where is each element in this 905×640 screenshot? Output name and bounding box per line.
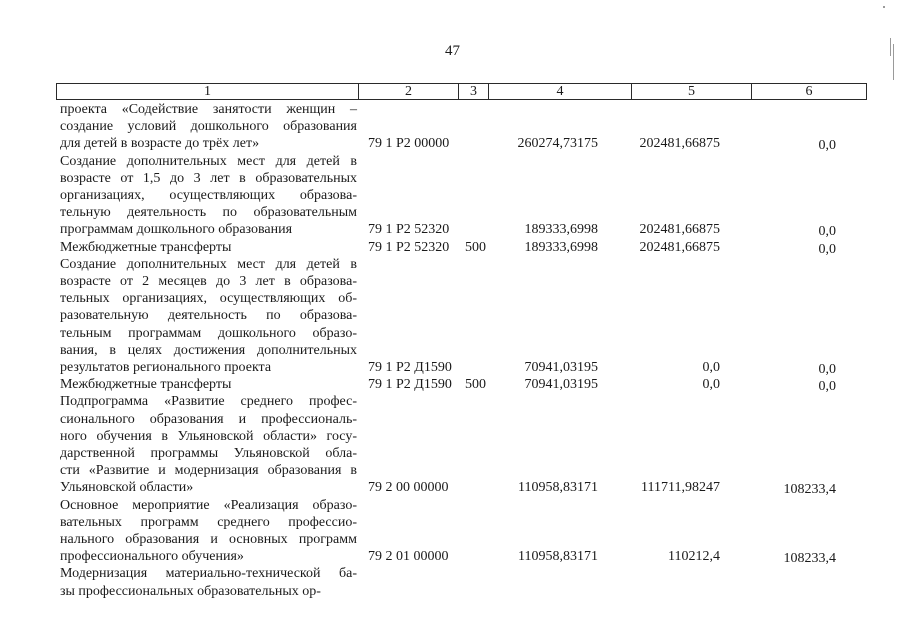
row-code: 79 1 P2 Д1590 <box>368 377 452 393</box>
row-name-line: результатов регионального проекта <box>60 360 272 376</box>
row-amount-col4: 110958,83171 <box>518 480 598 496</box>
column-header-3: 3 <box>459 84 489 100</box>
row-code: 79 1 P2 Д1590 <box>368 359 452 375</box>
row-name-line: вания, в целях достижения дополнительных <box>60 342 357 358</box>
row-amount-col4: 70941,03195 <box>524 359 598 375</box>
row-amount-col5: 0,0 <box>702 377 720 393</box>
scan-artifact <box>890 38 891 56</box>
row-name-line: Ульяновской области» <box>60 480 194 496</box>
row-name-line: профессионального обучения» <box>60 549 244 565</box>
row-amount-col5: 202481,66875 <box>639 222 720 238</box>
row-amount-col5: 202481,66875 <box>639 239 720 255</box>
row-name-line: Межбюджетные трансферты <box>60 239 232 255</box>
table-row <box>0 101 905 153</box>
row-name <box>60 497 357 566</box>
row-code: 79 1 P2 00000 <box>368 136 450 152</box>
row-name <box>60 256 357 376</box>
row-name-line: тельных организациях, осуществляющих об- <box>60 291 357 307</box>
row-name <box>60 239 357 256</box>
table-row <box>0 393 905 496</box>
column-header-4: 4 <box>489 84 632 100</box>
column-header-row <box>57 84 867 100</box>
row-amount-col4: 189333,6998 <box>524 239 598 255</box>
row-name-line: сти «Развитие и модернизация образования в <box>60 463 357 479</box>
row-expense-type: 500 <box>465 239 486 255</box>
row-name-line: Модернизация материально-технической ба- <box>60 566 357 582</box>
row-name-line: дарственной программы Ульяновской обла- <box>60 446 357 461</box>
row-name <box>60 153 357 239</box>
row-code: 79 2 00 00000 <box>368 480 449 496</box>
row-amount-col4: 110958,83171 <box>518 549 598 565</box>
table-row <box>0 256 905 376</box>
table-row <box>0 376 905 393</box>
row-amount-col5: 111711,98247 <box>641 480 720 496</box>
table-row <box>0 565 905 599</box>
row-amount-col5: 202481,66875 <box>639 136 720 152</box>
scan-artifact <box>883 6 885 8</box>
row-amount-col6: 0,0 <box>818 138 836 154</box>
row-amount-col4: 70941,03195 <box>524 377 598 393</box>
row-name-line: Межбюджетные трансферты <box>60 377 232 393</box>
column-header-2: 2 <box>359 84 459 100</box>
row-code: 79 2 01 00000 <box>368 549 449 565</box>
page-number: 47 <box>445 43 460 59</box>
row-name <box>60 101 357 153</box>
row-name-line: проекта «Содействие занятости женщин – <box>60 102 357 117</box>
row-amount-col6: 0,0 <box>818 379 836 395</box>
row-name-line: зы профессиональных образовательных ор- <box>60 583 321 599</box>
row-amount-col5: 0,0 <box>702 359 720 375</box>
column-header-table <box>56 83 867 100</box>
row-amount-col6: 0,0 <box>818 361 836 377</box>
row-name-line: сионального образования и профессиональ- <box>60 411 357 427</box>
row-name-line: организациях, осуществляющих образова- <box>60 188 357 203</box>
row-name-line: ного обучения в Ульяновской области» госу- <box>60 428 357 444</box>
row-name-line: разовательную деятельность по образова- <box>60 308 357 324</box>
row-name <box>60 393 357 496</box>
row-name-line: тельным программам дошкольного образо- <box>60 325 357 341</box>
table-row <box>0 497 905 566</box>
row-name <box>60 565 357 599</box>
row-amount-col6: 0,0 <box>818 224 836 240</box>
row-name-line: возрасте от 2 месяцев до 3 лет в образова- <box>60 274 357 289</box>
table-row <box>0 239 905 256</box>
row-name-line: Создание дополнительных мест для детей в <box>60 153 357 169</box>
row-code: 79 1 P2 52320 <box>368 239 450 255</box>
row-name-line: тельную деятельность по образовательным <box>60 205 357 221</box>
row-name-line: Создание дополнительных мест для детей в <box>60 256 357 272</box>
row-name-line: создание условий дошкольного образования <box>60 119 357 135</box>
row-expense-type: 500 <box>465 377 486 393</box>
scan-artifact <box>893 44 894 80</box>
row-amount-col6: 108233,4 <box>783 551 836 567</box>
column-header-1: 1 <box>57 84 359 100</box>
row-code: 79 1 P2 52320 <box>368 222 450 238</box>
row-amount-col4: 189333,6998 <box>524 222 598 238</box>
row-name-line: вательных программ среднего профессио- <box>60 514 357 530</box>
row-amount-col6: 0,0 <box>818 241 836 257</box>
column-header-6: 6 <box>752 84 867 100</box>
row-name-line: для детей в возрасте до трёх лет» <box>60 136 260 152</box>
row-name <box>60 376 357 393</box>
row-name-line: нального образования и основных программ <box>60 532 357 547</box>
row-name-line: Подпрограмма «Развитие среднего профес- <box>60 394 357 410</box>
row-name-line: программам дошкольного образования <box>60 222 293 238</box>
row-amount-col4: 260274,73175 <box>517 136 598 152</box>
row-name-line: возрасте от 1,5 до 3 лет в образовательных <box>60 170 357 186</box>
row-amount-col6: 108233,4 <box>783 482 836 498</box>
table-row <box>0 153 905 239</box>
column-header-5: 5 <box>632 84 752 100</box>
row-amount-col5: 110212,4 <box>668 549 720 565</box>
row-name-line: Основное мероприятие «Реализация образо- <box>60 497 357 513</box>
